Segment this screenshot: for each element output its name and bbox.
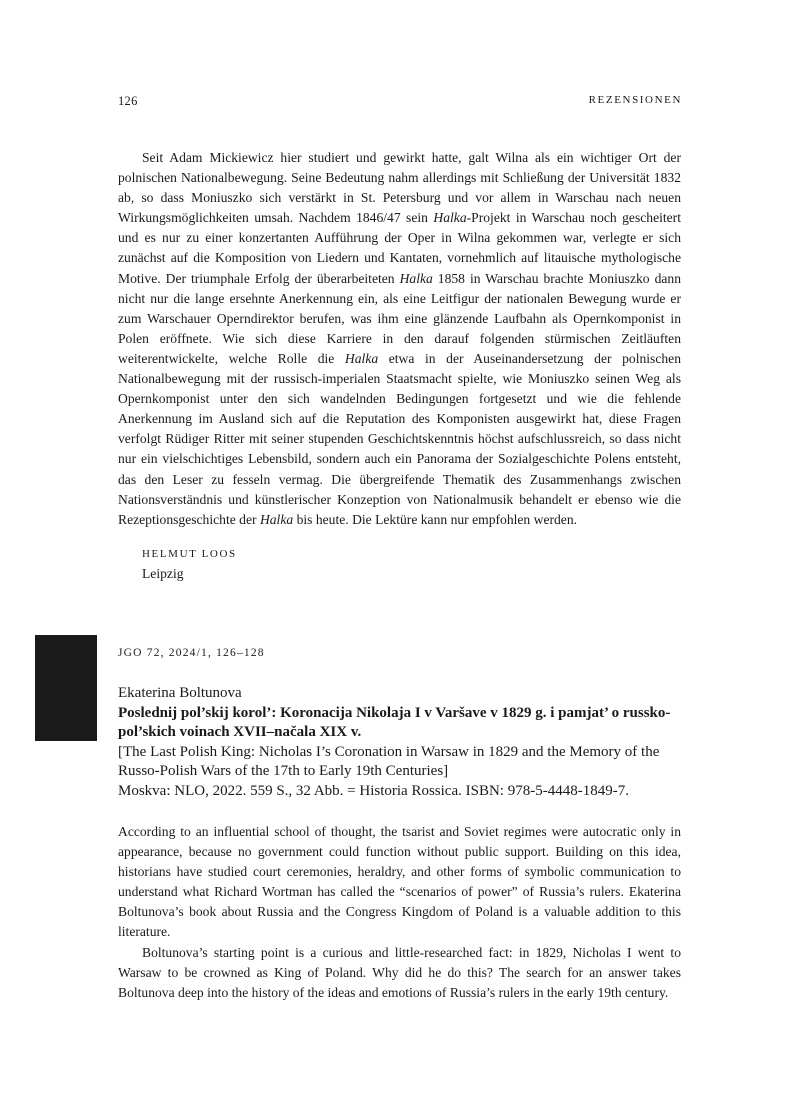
italic-opera-title: Halka [259, 511, 294, 527]
running-header-section: REZENSIONEN [588, 94, 682, 106]
italic-opera-title: Halka [433, 210, 467, 226]
reviewer-name: HELMUT LOOS [142, 548, 237, 560]
reviewer-place: Leipzig [142, 566, 184, 581]
book-author: Ekaterina Boltunova [118, 685, 242, 701]
text-run: -Projekt in Warschau noch gescheitert und es nur zu einer konzertanten Aufführung der Oper in Wilna gekommen war, verlegte er sich zunächst auf die Komposition von Liedern und Kantaten, vornehmlich auf litauische mythologische Motive. Der triumphale Erfolg der überarbeiteten [118, 210, 681, 286]
review-paragraph: According to an influential school of thought, the tsarist and Soviet regimes were autocratic only in appearance, because no government could function without public support. Building on this idea, historians have studied court ceremonies, heraldry, and other forms of symbolic communication to understand what Richard Wortman has called the “scenarios of power” of Russia’s rulers. Ekaterina Boltunova’s book about Russia and the Congress Kingdom of Poland is a valuable addition to this literature. [118, 824, 681, 940]
review-body-boltunova [118, 822, 681, 1003]
book-publication-info: Moskva: NLO, 2022. 559 S., 32 Abb. = Historia Rossica. ISBN: 978-5-4448-1849-7. [118, 782, 629, 799]
journal-reference: JGO 72, 2024/1, 126–128 [118, 647, 265, 659]
page-number: 126 [118, 94, 138, 108]
text-run: etwa in der Auseinandersetzung der polnischen Nationalbewegung mit der russisch-imperialen Staatsmacht spielte, wie Moniuszko seinen Weg als Opernkomponist unter den sich wandelnden Bedingungen fortgesetzt und wie die fehlende Anerkennung im Ausland sich auf die Reputation des Komponisten ausgewirkt hat, diese Fragen verfolgt Rüdiger Ritter mit seiner stupenden Geschichtskenntnis höchst aufschlussreich, so dass nicht nur ein vielschichtiges Lebensbild, sondern auch ein Panorama der Sozialgeschichte Polens entsteht, das den Leser zu fesseln vermag. Die übergreifende Thematik des Zusammenhangs zwischen Nationsverständnis und künstlerischer Konzeption von Nationalmusik behandelt er ebenso wie die Rezeptionsgeschichte der [118, 350, 681, 527]
section-marker-block [35, 635, 97, 741]
book-title: Poslednij pol’skij korol’: Koronacija Nikolaja I v Varšave v 1829 g. i pamjat’ o russko-pol’skich voinach XVII–načala XIX v. [118, 704, 671, 740]
review-paragraph [118, 148, 681, 530]
italic-opera-title: Halka [344, 350, 379, 366]
book-citation [118, 684, 698, 801]
text-run: bis heute. Die Lektüre kann nur empfohlen werden. [293, 511, 578, 527]
text-run: 1858 in Warschau brachte Moniuszko dann nicht nur die lange ersehnte Anerkennung ein, als eine Leitfigur der nationalen Bewegung wurde er zum Warschauer Operndirektor berufen, was ihm eine glänzende Laufbahn als Opernkomponist in Polen eröffnete. Wie sich diese Karriere in den darauf folgenden stürmischen Zeitläuften weiterentwickelte, welche Rolle die [118, 270, 681, 366]
reviewer-signature [142, 545, 237, 585]
text-run: Seit Adam Mickiewicz hier studiert und gewirkt hatte, galt Wilna als ein wichtiger Ort der polnischen Nationalbewegung. Seine Bedeutung nahm allerdings mit Schließung der Universität 1832 ab, so dass Moniuszko sich verstärkt in St. Petersburg und vor allem in Warschau nach neuen Wirkungsmöglichkeiten umsah. Nachdem 1846/47 sein [118, 150, 681, 226]
book-title-translation: [The Last Polish King: Nicholas I’s Coronation in Warsaw in 1829 and the Memory of the Russo-Polish Wars of the 17th to Early 19th Centuries] [118, 743, 660, 779]
italic-opera-title: Halka [399, 270, 433, 286]
review-paragraph: Boltunova’s starting point is a curious and little-researched fact: in 1829, Nicholas I went to Warsaw to be crowned as King of Poland. Why did he do this? The search for an answer takes Boltunova deep into the history of the ideas and emotions of Russia’s rulers in the early 19th century. [118, 944, 681, 1000]
review-body-moniuszko [118, 148, 681, 530]
